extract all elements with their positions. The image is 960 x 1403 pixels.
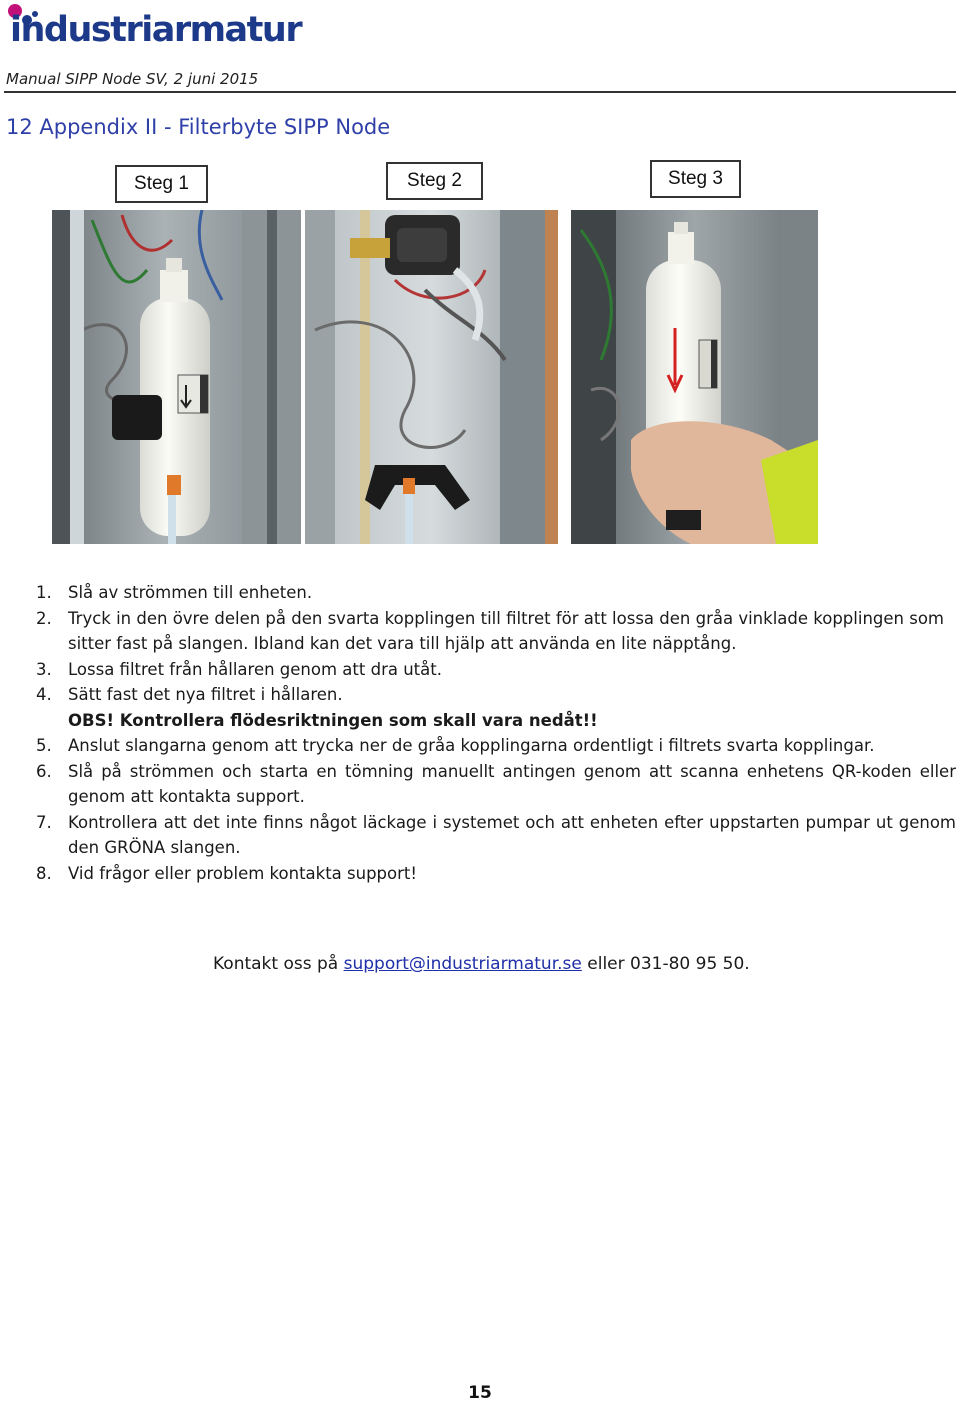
- list-item-text: Tryck in den övre delen på den svarta kopplingen till filtret för att lossa den gråa vinklade kopplingen som sitter fast på slangen. Ibland kan det vara till hjälp att använda en lite näpptång.: [68, 608, 944, 653]
- list-item-number: 3.: [36, 659, 52, 679]
- list-item-number: 5.: [36, 736, 52, 755]
- step-2-label: Steg 2: [386, 162, 483, 200]
- document-subtitle: Manual SIPP Node SV, 2 juni 2015: [6, 70, 259, 88]
- list-item: [36, 861, 956, 887]
- support-email-link[interactable]: support@industriarmatur.se: [343, 954, 582, 974]
- list-item-number: 4.: [36, 685, 52, 704]
- list-item: [36, 580, 956, 606]
- list-item-number: 8.: [36, 863, 52, 883]
- company-logo: [4, 2, 302, 54]
- step-3-label: Steg 3: [650, 160, 741, 198]
- list-item-text: Slå på strömmen och starta en tömning manuellt antingen genom att scanna enhetens QR-koden eller genom att kontakta support.: [68, 761, 956, 806]
- step-3-photo: [571, 210, 818, 544]
- list-item: [36, 657, 956, 683]
- contact-line: [213, 954, 750, 974]
- contact-suffix: eller 031-80 95 50.: [581, 954, 750, 974]
- list-item-number: 6.: [36, 761, 52, 781]
- step-1-label: Steg 1: [115, 165, 208, 203]
- list-item: [36, 606, 956, 657]
- list-item-number: 2.: [36, 608, 52, 628]
- list-item-text: Lossa filtret från hållaren genom att dra utåt.: [68, 659, 442, 679]
- logo-text: industriarmatur: [10, 10, 302, 50]
- list-item-text: Kontrollera att det inte finns något läckage i systemet och att enheten efter uppstarten pumpar ut genom den GRÖNA slangen.: [68, 812, 956, 857]
- obs-warning: OBS! Kontrollera flödesriktningen som skall vara nedåt!!: [68, 710, 598, 730]
- step-1-photo: [52, 210, 301, 544]
- page-number: 15: [468, 1383, 492, 1403]
- list-item-text: Sätt fast det nya filtret i hållaren.: [68, 685, 343, 704]
- contact-prefix: Kontakt oss på: [213, 954, 344, 974]
- list-item-text: Vid frågor eller problem kontakta support!: [68, 863, 417, 883]
- list-item-text: Anslut slangarna genom att trycka ner de gråa kopplingarna ordentligt i filtrets svarta kopplingar.: [68, 736, 875, 755]
- list-item-number: 7.: [36, 812, 52, 832]
- list-item: [36, 682, 956, 708]
- list-item-number: 1.: [36, 583, 52, 602]
- instruction-list: [36, 580, 956, 886]
- list-item: [36, 810, 956, 861]
- list-item-text: Slå av strömmen till enheten.: [68, 583, 313, 602]
- list-item: [36, 759, 956, 810]
- step-2-photo: [305, 210, 558, 544]
- section-title: 12 Appendix II - Filterbyte SIPP Node: [6, 115, 391, 139]
- list-item: [36, 733, 956, 759]
- header-divider: [4, 91, 956, 93]
